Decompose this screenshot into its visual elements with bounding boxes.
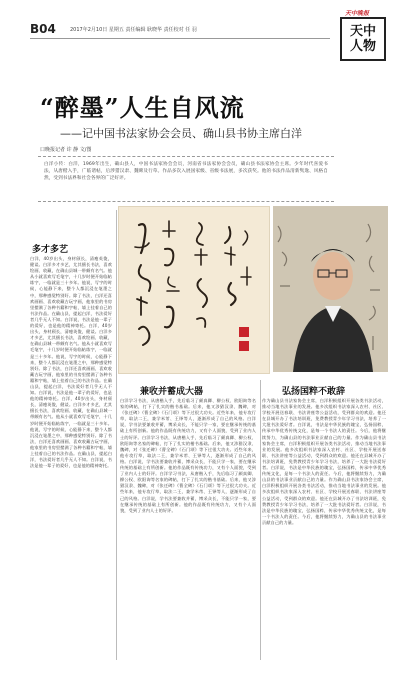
header-meta: 2017年2月10日 星期五 责任编辑 耿晓华 责任校对 任 羽 [70, 27, 197, 33]
header-rule [30, 38, 330, 39]
headline: “醉墨”人生自风流 [40, 93, 245, 122]
section3-title: 弘扬国粹不敢辞 [282, 387, 346, 397]
page-header [0, 0, 415, 56]
section1-body: 白洋，40岁出头，身材颀长，清瘦英俊，健谈。白洋多才多艺，尤其擅长书法，喜欢绘画、收藏，在确山县城一带颇有名气。他从小就喜欢写毛笔字，十几岁时便开始临帖练字，一临就是三十多年。他说，写字的时候，心能静下来，整个人都沉浸在笔墨之中，那种感觉特别好。除了书法，白洋还喜欢画画、喜欢收藏古玩字画，他家里的书房里摆满了各种书籍和字帖，墙上挂着自己的书法作品。在确山县，提起白洋，书法爱好者几乎无人不知。白洋说，书法是他一辈子的爱好，也是他的精神寄托。白洋，40岁出头，身材颀长，清瘦英俊，健谈。白洋多才多艺，尤其擅长书法，喜欢绘画、收藏，在确山县城一带颇有名气。他从小就喜欢写毛笔字，十几岁时便开始临帖练字，一临就是三十多年。他说，写字的时候，心能静下来，整个人都沉浸在笔墨之中，那种感觉特别好。除了书法，白洋还喜欢画画、喜欢收藏古玩字画，他家里的书房里摆满了各种书籍和字帖，墙上挂着自己的书法作品。在确山县，提起白洋，书法爱好者几乎无人不知。白洋说，书法是他一辈子的爱好，也是他的精神寄托。白洋，40岁出头，身材颀长，清瘦英俊，健谈。白洋多才多艺，尤其擅长书法，喜欢绘画、收藏，在确山县城一带颇有名气。他从小就喜欢写毛笔字，十几岁时便开始临帖练字，一临就是三十多年。他说，写字的时候，心能静下来，整个人都沉浸在笔墨之中，那种感觉特别好。除了书法，白洋还喜欢画画、喜欢收藏古玩字画，他家里的书房里摆满了各种书籍和字帖，墙上挂着自己的书法作品。在确山县，提起白洋，书法爱好者几乎无人不知。白洋说，书法是他一辈子的爱好，也是他的精神寄托。 [30, 256, 112, 469]
section2-title: 兼收并蓄成大器 [140, 387, 204, 397]
byline: 口晚报记者 许 静 文/图 [40, 147, 92, 153]
calligraphy-image [118, 206, 270, 374]
portrait-photo [273, 206, 388, 372]
portrait-illustration [273, 206, 388, 372]
column-title: 天中人物 [349, 24, 376, 54]
seal-stamp-2 [239, 341, 249, 351]
calligraphy-strokes [119, 207, 269, 373]
page-number: B04 [30, 22, 56, 36]
column-divider-2 [260, 380, 261, 660]
subtitle: ——记中国书法家协会会员、确山县书协主席白洋 [60, 127, 302, 140]
column-title-box [340, 17, 386, 61]
seal-stamp [239, 327, 249, 337]
column-divider-1 [116, 210, 117, 660]
section3-body: 作为确山县书法家协会主席，白洋积极组织开展各类书法活动，推动当地书法事业的发展。他多次组织书法家深入农村、社区、学校开展送春联、书法讲座等公益活动，受到群众的欢迎。他还在县城开办了书法培训班，免费教授青少年学习书法，培养了一大批书法爱好者。白洋说，书法是中华民族的瑰宝，弘扬国粹，传承中华优秀传统文化，是每一个书法人的责任。今后，他将继续努力，为确山县的书法事业贡献自己的力量。作为确山县书法家协会主席，白洋积极组织开展各类书法活动，推动当地书法事业的发展。他多次组织书法家深入农村、社区、学校开展送春联、书法讲座等公益活动，受到群众的欢迎。他还在县城开办了书法培训班，免费教授青少年学习书法，培养了一大批书法爱好者。白洋说，书法是中华民族的瑰宝，弘扬国粹，传承中华优秀传统文化，是每一个书法人的责任。今后，他将继续努力，为确山县的书法事业贡献自己的力量。作为确山县书法家协会主席，白洋积极组织开展各类书法活动，推动当地书法事业的发展。他多次组织书法家深入农村、社区、学校开展送春联、书法讲座等公益活动，受到群众的欢迎。他还在县城开办了书法培训班，免费教授青少年学习书法，培养了一大批书法爱好者。白洋说，书法是中华民族的瑰宝，弘扬国粹，传承中华优秀传统文化，是每一个书法人的责任。今后，他将继续努力，为确山县的书法事业贡献自己的力量。 [262, 398, 386, 525]
paper-logo: 天中晚报 [345, 10, 370, 17]
lead-box [38, 156, 334, 202]
section1-title: 多才多艺 [32, 245, 69, 255]
section2-body: 白洋学习书法，从唐楷入手，先后临习了颜真卿、柳公权、欧阳询等名家的碑帖，打下了扎实的楷书基础。后来，他又涉猎汉隶、魏碑，对《张迁碑》《曹全碑》《石门颂》等下过很大功夫。近些年来，他专攻行草，取法二王，兼学米芾、王铎等人，逐渐形成了自己的风格。白洋说，学书法要兼收并蓄，博采众长，不能只学一家，要在继承传统的基础上有所创新。他的作品既有传统功力，又有个人面貌，受到了业内人士的好评。白洋学习书法，从唐楷入手，先后临习了颜真卿、柳公权、欧阳询等名家的碑帖，打下了扎实的楷书基础。后来，他又涉猎汉隶、魏碑，对《张迁碑》《曹全碑》《石门颂》等下过很大功夫。近些年来，他专攻行草，取法二王，兼学米芾、王铎等人，逐渐形成了自己的风格。白洋说，学书法要兼收并蓄，博采众长，不能只学一家，要在继承传统的基础上有所创新。他的作品既有传统功力，又有个人面貌，受到了业内人士的好评。白洋学习书法，从唐楷入手，先后临习了颜真卿、柳公权、欧阳询等名家的碑帖，打下了扎实的楷书基础。后来，他又涉猎汉隶、魏碑，对《张迁碑》《曹全碑》《石门颂》等下过很大功夫。近些年来，他专攻行草，取法二王，兼学米芾、王铎等人，逐渐形成了自己的风格。白洋说，学书法要兼收并蓄，博采众长，不能只学一家，要在继承传统的基础上有所创新。他的作品既有传统功力，又有个人面貌，受到了业内人士的好评。 [120, 398, 256, 513]
lead-text: 白洋小传：白洋，1969年出生，确山县人，中国书法家协会会员，河南省书法家协会会员，确山县书法家协会主席。少年时代喜爱书法，从唐楷入手，广临诸帖，后涉猎汉隶、魏碑及行草。作品多次入展国家级、省级书法展，多次获奖。他的书法作品清新隽逸、风格自然，受到书法界和社会各界的广泛好评。 [44, 162, 328, 181]
